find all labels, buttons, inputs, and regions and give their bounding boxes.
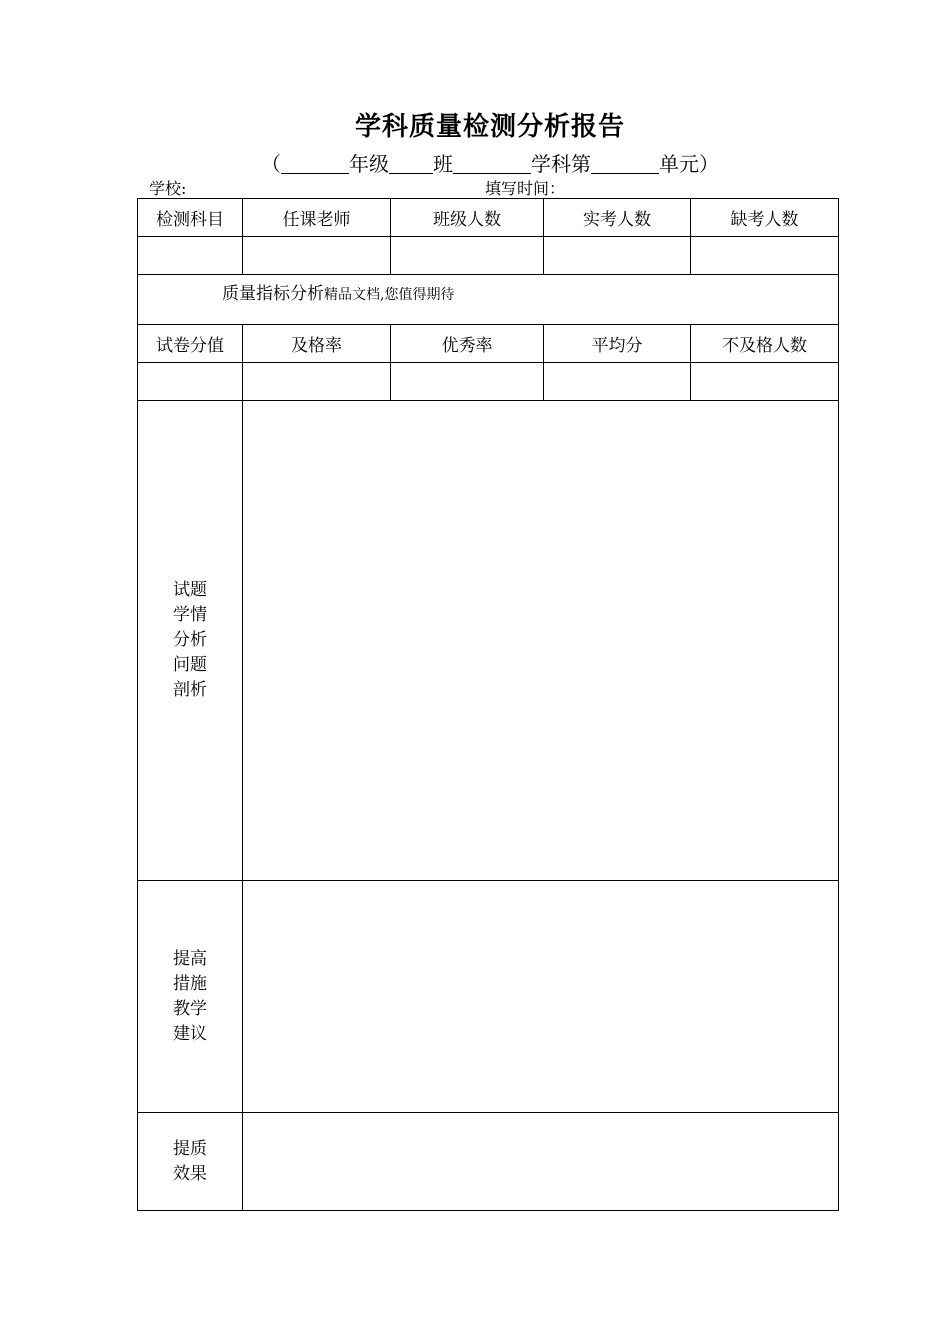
school-label: 学校: — [149, 179, 187, 198]
effect-content-cell[interactable] — [243, 1113, 839, 1211]
subtitle-open-paren: （ — [261, 152, 281, 176]
pass-rate-cell[interactable] — [243, 363, 391, 401]
effect-label-line: 提质 — [173, 1138, 207, 1159]
analysis-label — [173, 578, 207, 703]
header-paper-score: 试卷分值 — [138, 325, 243, 363]
report-subtitle — [0, 148, 950, 177]
header-pass-rate: 及格率 — [243, 325, 391, 363]
header-teacher: 任课老师 — [243, 199, 391, 237]
paper-score-cell[interactable] — [138, 363, 243, 401]
effect-label — [173, 1137, 207, 1187]
analysis-label-line: 学情 — [173, 605, 207, 625]
grade-label: 年级 — [349, 152, 389, 176]
header-fail-count: 不及格人数 — [691, 325, 839, 363]
header-average: 平均分 — [544, 325, 691, 363]
fail-count-cell[interactable] — [691, 363, 839, 401]
quality-note: 精品文档,您值得期待 — [324, 287, 455, 303]
subject-label: 学科第 — [531, 152, 591, 176]
excellent-rate-cell[interactable] — [391, 363, 544, 401]
effect-label-line: 效果 — [173, 1163, 207, 1184]
class-blank[interactable] — [389, 153, 433, 174]
measures-label-line: 教学 — [173, 998, 207, 1019]
quality-row — [138, 275, 839, 325]
header-excellent-rate: 优秀率 — [391, 325, 544, 363]
subject-blank[interactable] — [453, 153, 531, 174]
measures-label-line: 措施 — [173, 973, 207, 994]
report-table — [137, 198, 839, 1211]
analysis-content-cell[interactable] — [243, 401, 839, 881]
fill-time-label: 填写时间： — [485, 179, 566, 198]
absent-count-cell[interactable] — [691, 237, 839, 275]
subtitle-close-paren: ） — [699, 152, 719, 176]
average-cell[interactable] — [544, 363, 691, 401]
header-subject: 检测科目 — [138, 199, 243, 237]
input-row-2 — [138, 363, 839, 401]
measures-label-cell — [138, 881, 243, 1113]
quality-title: 质量指标分析 — [222, 284, 324, 304]
grade-blank[interactable] — [281, 153, 349, 174]
effect-label-cell — [138, 1113, 243, 1211]
measures-label — [173, 947, 207, 1047]
input-row-1 — [138, 237, 839, 275]
report-title: 学科质量检测分析报告 — [354, 112, 625, 142]
measures-content-cell[interactable] — [243, 881, 839, 1113]
analysis-label-cell — [138, 401, 243, 881]
header-row-1 — [138, 199, 839, 237]
header-absent-count: 缺考人数 — [691, 199, 839, 237]
class-label: 班 — [433, 152, 453, 176]
measures-row — [138, 881, 839, 1113]
measures-label-line: 建议 — [173, 1023, 207, 1044]
header-actual-count: 实考人数 — [544, 199, 691, 237]
analysis-label-line: 问题 — [173, 655, 207, 675]
teacher-cell[interactable] — [243, 237, 391, 275]
measures-label-line: 提高 — [173, 948, 207, 969]
effect-row — [138, 1113, 839, 1211]
analysis-label-line: 剖析 — [173, 680, 207, 700]
unit-label: 单元 — [659, 152, 699, 176]
analysis-label-line: 试题 — [173, 580, 207, 600]
header-row-2 — [138, 325, 839, 363]
quality-analysis-cell — [138, 275, 839, 325]
analysis-label-line: 分析 — [173, 630, 207, 650]
analysis-row — [138, 401, 839, 881]
class-size-cell[interactable] — [391, 237, 544, 275]
subject-cell[interactable] — [138, 237, 243, 275]
unit-blank[interactable] — [591, 153, 659, 174]
header-class-size: 班级人数 — [391, 199, 544, 237]
actual-count-cell[interactable] — [544, 237, 691, 275]
